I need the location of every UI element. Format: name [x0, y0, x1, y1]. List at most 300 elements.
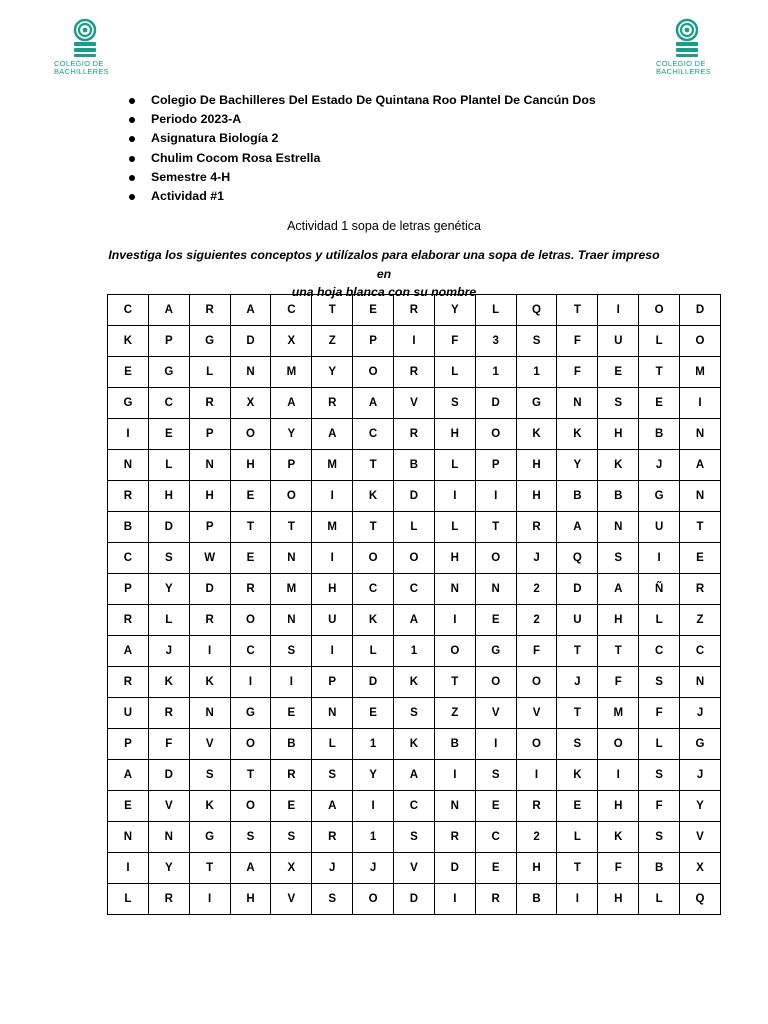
grid-cell: Y	[680, 791, 721, 822]
grid-cell: T	[189, 853, 230, 884]
grid-cell: R	[394, 295, 435, 326]
grid-row	[108, 543, 721, 574]
grid-cell: L	[312, 729, 353, 760]
grid-cell: Q	[516, 295, 557, 326]
grid-cell: O	[639, 295, 680, 326]
grid-cell: A	[108, 636, 149, 667]
grid-cell: R	[312, 388, 353, 419]
grid-cell: V	[475, 698, 516, 729]
grid-cell: Z	[434, 698, 475, 729]
grid-cell: B	[557, 481, 598, 512]
grid-cell: O	[394, 543, 435, 574]
grid-cell: T	[557, 853, 598, 884]
grid-cell: U	[598, 326, 639, 357]
grid-row	[108, 729, 721, 760]
grid-cell: L	[639, 605, 680, 636]
grid-cell: H	[434, 543, 475, 574]
grid-cell: R	[394, 357, 435, 388]
grid-cell: H	[598, 791, 639, 822]
grid-cell: A	[312, 791, 353, 822]
grid-cell: N	[598, 512, 639, 543]
grid-cell: G	[189, 822, 230, 853]
grid-row	[108, 884, 721, 915]
grid-cell: L	[189, 357, 230, 388]
grid-cell: R	[189, 605, 230, 636]
grid-cell: G	[230, 698, 271, 729]
grid-cell: L	[434, 357, 475, 388]
grid-cell: O	[353, 357, 394, 388]
grid-cell: 1	[516, 357, 557, 388]
grid-cell: I	[189, 884, 230, 915]
grid-cell: I	[108, 419, 149, 450]
grid-cell: I	[475, 481, 516, 512]
grid-cell: U	[312, 605, 353, 636]
grid-cell: P	[475, 450, 516, 481]
grid-cell: E	[639, 388, 680, 419]
grid-cell: R	[516, 791, 557, 822]
grid-cell: F	[557, 357, 598, 388]
grid-row	[108, 295, 721, 326]
grid-cell: V	[680, 822, 721, 853]
grid-cell: G	[639, 481, 680, 512]
grid-cell: I	[312, 481, 353, 512]
grid-cell: A	[353, 388, 394, 419]
grid-cell: D	[148, 760, 189, 791]
grid-cell: F	[598, 667, 639, 698]
grid-cell: I	[516, 760, 557, 791]
word-search-grid	[107, 294, 721, 915]
grid-cell: I	[639, 543, 680, 574]
grid-cell: E	[475, 605, 516, 636]
grid-cell: A	[394, 760, 435, 791]
grid-cell: O	[434, 636, 475, 667]
grid-cell: S	[271, 636, 312, 667]
logo-text-line2: BACHILLERES	[656, 67, 711, 76]
grid-cell: J	[639, 450, 680, 481]
grid-cell: P	[271, 450, 312, 481]
grid-cell: M	[312, 450, 353, 481]
grid-cell: C	[394, 791, 435, 822]
grid-cell: B	[108, 512, 149, 543]
grid-cell: E	[557, 791, 598, 822]
grid-cell: I	[312, 543, 353, 574]
grid-cell: O	[475, 543, 516, 574]
info-item-subject: Asignatura Biología 2	[128, 129, 596, 148]
grid-cell: A	[230, 853, 271, 884]
grid-cell: T	[475, 512, 516, 543]
grid-cell: T	[230, 760, 271, 791]
grid-cell: C	[353, 574, 394, 605]
grid-cell: P	[312, 667, 353, 698]
grid-cell: R	[475, 884, 516, 915]
grid-row	[108, 760, 721, 791]
grid-cell: A	[230, 295, 271, 326]
grid-cell: R	[230, 574, 271, 605]
grid-row	[108, 636, 721, 667]
grid-cell: F	[639, 698, 680, 729]
grid-cell: S	[312, 760, 353, 791]
grid-cell: E	[271, 791, 312, 822]
grid-cell: L	[434, 450, 475, 481]
grid-cell: I	[434, 605, 475, 636]
grid-cell: H	[434, 419, 475, 450]
grid-cell: P	[108, 729, 149, 760]
grid-cell: I	[353, 791, 394, 822]
grid-row	[108, 388, 721, 419]
grid-cell: E	[230, 543, 271, 574]
grid-cell: C	[271, 295, 312, 326]
grid-cell: P	[189, 512, 230, 543]
grid-cell: K	[353, 605, 394, 636]
grid-cell: C	[639, 636, 680, 667]
grid-cell: 1	[394, 636, 435, 667]
grid-cell: A	[108, 760, 149, 791]
grid-cell: N	[680, 481, 721, 512]
grid-cell: L	[148, 450, 189, 481]
grid-cell: T	[557, 295, 598, 326]
grid-cell: O	[516, 729, 557, 760]
info-item-student: Chulim Cocom Rosa Estrella	[128, 149, 596, 168]
grid-cell: I	[230, 667, 271, 698]
grid-cell: H	[516, 481, 557, 512]
grid-cell: K	[557, 419, 598, 450]
grid-cell: W	[189, 543, 230, 574]
grid-cell: B	[271, 729, 312, 760]
grid-cell: E	[680, 543, 721, 574]
grid-cell: S	[148, 543, 189, 574]
grid-cell: U	[557, 605, 598, 636]
colegio-bachilleres-logo-icon	[68, 18, 102, 58]
grid-cell: J	[557, 667, 598, 698]
grid-cell: V	[394, 388, 435, 419]
grid-cell: I	[189, 636, 230, 667]
grid-cell: K	[516, 419, 557, 450]
grid-cell: F	[598, 853, 639, 884]
grid-cell: D	[353, 667, 394, 698]
grid-cell: R	[108, 667, 149, 698]
grid-cell: D	[394, 884, 435, 915]
grid-cell: S	[598, 543, 639, 574]
grid-cell: Q	[557, 543, 598, 574]
grid-cell: P	[148, 326, 189, 357]
grid-cell: S	[639, 667, 680, 698]
grid-cell: E	[271, 698, 312, 729]
grid-cell: O	[475, 419, 516, 450]
grid-cell: I	[108, 853, 149, 884]
grid-cell: C	[680, 636, 721, 667]
grid-cell: R	[148, 698, 189, 729]
grid-cell: V	[148, 791, 189, 822]
grid-cell: Q	[680, 884, 721, 915]
logo-text-line1: COLEGIO DE	[656, 59, 706, 68]
grid-cell: A	[557, 512, 598, 543]
grid-cell: J	[353, 853, 394, 884]
grid-cell: T	[598, 636, 639, 667]
grid-cell: 2	[516, 574, 557, 605]
grid-cell: D	[394, 481, 435, 512]
grid-cell: E	[475, 853, 516, 884]
grid-cell: S	[394, 822, 435, 853]
grid-cell: I	[680, 388, 721, 419]
grid-cell: T	[557, 698, 598, 729]
grid-cell: E	[598, 357, 639, 388]
grid-cell: O	[230, 419, 271, 450]
grid-cell: E	[353, 698, 394, 729]
grid-cell: F	[639, 791, 680, 822]
grid-cell: S	[271, 822, 312, 853]
grid-cell: G	[680, 729, 721, 760]
grid-cell: D	[680, 295, 721, 326]
logo-right	[652, 18, 722, 80]
grid-cell: G	[189, 326, 230, 357]
grid-row	[108, 357, 721, 388]
grid-cell: H	[598, 884, 639, 915]
grid-cell: A	[271, 388, 312, 419]
instructions-line1: Investiga los siguientes conceptos y utilízalos para elaborar una sopa de letras. Traer impreso en	[108, 248, 660, 281]
grid-cell: N	[557, 388, 598, 419]
grid-cell: R	[394, 419, 435, 450]
grid-cell: F	[148, 729, 189, 760]
grid-cell: 1	[475, 357, 516, 388]
grid-cell: T	[639, 357, 680, 388]
grid-cell: R	[516, 512, 557, 543]
grid-cell: Y	[353, 760, 394, 791]
grid-cell: G	[108, 388, 149, 419]
grid-cell: E	[475, 791, 516, 822]
grid-cell: O	[475, 667, 516, 698]
grid-cell: V	[271, 884, 312, 915]
grid-cell: J	[312, 853, 353, 884]
instructions-line2: una hoja blanca con su nombre	[291, 285, 477, 299]
grid-cell: Y	[148, 574, 189, 605]
grid-cell: A	[680, 450, 721, 481]
grid-cell: L	[639, 729, 680, 760]
grid-cell: O	[353, 543, 394, 574]
grid-cell: S	[394, 698, 435, 729]
grid-cell: G	[148, 357, 189, 388]
grid-cell: M	[680, 357, 721, 388]
grid-cell: G	[516, 388, 557, 419]
grid-cell: T	[230, 512, 271, 543]
grid-cell: O	[598, 729, 639, 760]
grid-cell: Ñ	[639, 574, 680, 605]
grid-cell: X	[271, 326, 312, 357]
grid-cell: O	[230, 729, 271, 760]
grid-cell: B	[639, 853, 680, 884]
grid-cell: 1	[353, 729, 394, 760]
grid-cell: K	[598, 450, 639, 481]
grid-cell: D	[475, 388, 516, 419]
grid-cell: H	[189, 481, 230, 512]
grid-cell: Y	[148, 853, 189, 884]
grid-cell: C	[394, 574, 435, 605]
grid-cell: X	[680, 853, 721, 884]
grid-cell: 2	[516, 822, 557, 853]
grid-cell: I	[598, 760, 639, 791]
grid-row	[108, 791, 721, 822]
grid-cell: M	[598, 698, 639, 729]
grid-cell: U	[108, 698, 149, 729]
grid-row	[108, 605, 721, 636]
grid-cell: T	[312, 295, 353, 326]
grid-cell: L	[475, 295, 516, 326]
grid-row	[108, 512, 721, 543]
grid-cell: M	[271, 574, 312, 605]
grid-cell: K	[353, 481, 394, 512]
grid-cell: I	[271, 667, 312, 698]
grid-cell: P	[353, 326, 394, 357]
grid-cell: R	[189, 295, 230, 326]
grid-cell: C	[353, 419, 394, 450]
grid-cell: R	[108, 481, 149, 512]
grid-cell: Z	[312, 326, 353, 357]
grid-cell: N	[312, 698, 353, 729]
grid-cell: A	[394, 605, 435, 636]
grid-cell: Y	[271, 419, 312, 450]
grid-cell: G	[475, 636, 516, 667]
grid-cell: O	[230, 605, 271, 636]
grid-row	[108, 822, 721, 853]
grid-cell: I	[475, 729, 516, 760]
grid-cell: C	[475, 822, 516, 853]
grid-row	[108, 698, 721, 729]
grid-cell: N	[680, 667, 721, 698]
grid-row	[108, 481, 721, 512]
grid-cell: K	[189, 667, 230, 698]
grid-cell: N	[434, 574, 475, 605]
info-item-school: Colegio De Bachilleres Del Estado De Quintana Roo Plantel De Cancún Dos	[128, 91, 596, 110]
grid-cell: M	[271, 357, 312, 388]
logo-text-line1: COLEGIO DE	[54, 59, 104, 68]
grid-cell: L	[394, 512, 435, 543]
grid-cell: K	[598, 822, 639, 853]
grid-cell: S	[312, 884, 353, 915]
info-item-semester: Semestre 4-H	[128, 168, 596, 187]
grid-cell: R	[312, 822, 353, 853]
grid-cell: N	[271, 605, 312, 636]
grid-cell: I	[434, 884, 475, 915]
grid-cell: L	[557, 822, 598, 853]
grid-cell: H	[230, 450, 271, 481]
grid-cell: H	[230, 884, 271, 915]
grid-cell: X	[271, 853, 312, 884]
grid-cell: O	[271, 481, 312, 512]
grid-cell: E	[148, 419, 189, 450]
colegio-bachilleres-logo-icon	[670, 18, 704, 58]
grid-cell: Y	[434, 295, 475, 326]
grid-cell: X	[230, 388, 271, 419]
grid-cell: J	[148, 636, 189, 667]
grid-cell: F	[516, 636, 557, 667]
grid-cell: C	[148, 388, 189, 419]
grid-cell: R	[108, 605, 149, 636]
grid-cell: I	[394, 326, 435, 357]
grid-cell: H	[312, 574, 353, 605]
grid-cell: T	[434, 667, 475, 698]
grid-cell: H	[516, 450, 557, 481]
grid-cell: D	[557, 574, 598, 605]
grid-cell: E	[230, 481, 271, 512]
grid-cell: S	[639, 760, 680, 791]
grid-cell: N	[230, 357, 271, 388]
grid-cell: E	[108, 357, 149, 388]
grid-cell: J	[680, 760, 721, 791]
grid-row	[108, 574, 721, 605]
info-item-activity: Actividad #1	[128, 187, 596, 206]
grid-cell: R	[680, 574, 721, 605]
grid-cell: A	[148, 295, 189, 326]
grid-cell: 2	[516, 605, 557, 636]
grid-cell: B	[394, 450, 435, 481]
grid-cell: S	[475, 760, 516, 791]
grid-cell: O	[230, 791, 271, 822]
grid-cell: Y	[557, 450, 598, 481]
grid-row	[108, 419, 721, 450]
grid-cell: S	[230, 822, 271, 853]
grid-cell: L	[353, 636, 394, 667]
grid-row	[108, 667, 721, 698]
grid-cell: B	[516, 884, 557, 915]
grid-cell: 3	[475, 326, 516, 357]
grid-cell: S	[598, 388, 639, 419]
grid-cell: P	[189, 419, 230, 450]
grid-cell: C	[108, 295, 149, 326]
grid-cell: L	[108, 884, 149, 915]
grid-cell: N	[680, 419, 721, 450]
grid-cell: N	[475, 574, 516, 605]
grid-cell: J	[516, 543, 557, 574]
grid-cell: T	[557, 636, 598, 667]
grid-cell: E	[108, 791, 149, 822]
grid-cell: S	[516, 326, 557, 357]
grid-cell: N	[148, 822, 189, 853]
grid-cell: T	[353, 512, 394, 543]
grid-cell: L	[434, 512, 475, 543]
logo-left	[50, 18, 120, 80]
grid-cell: H	[148, 481, 189, 512]
grid-row	[108, 853, 721, 884]
grid-cell: D	[434, 853, 475, 884]
grid-cell: V	[516, 698, 557, 729]
grid-cell: V	[394, 853, 435, 884]
grid-cell: T	[680, 512, 721, 543]
grid-cell: H	[598, 605, 639, 636]
grid-cell: H	[598, 419, 639, 450]
info-item-period: Periodo 2023-A	[128, 110, 596, 129]
grid-cell: R	[148, 884, 189, 915]
logo-text-line2: BACHILLERES	[54, 67, 109, 76]
grid-cell: P	[108, 574, 149, 605]
grid-cell: I	[434, 481, 475, 512]
grid-cell: F	[557, 326, 598, 357]
grid-cell: K	[189, 791, 230, 822]
grid-cell: N	[189, 450, 230, 481]
grid-cell: L	[639, 884, 680, 915]
grid-cell: F	[434, 326, 475, 357]
grid-cell: 1	[353, 822, 394, 853]
grid-cell: K	[557, 760, 598, 791]
grid-row	[108, 450, 721, 481]
info-list	[128, 91, 596, 206]
grid-cell: L	[148, 605, 189, 636]
grid-cell: M	[312, 512, 353, 543]
grid-cell: R	[434, 822, 475, 853]
grid-cell: I	[434, 760, 475, 791]
grid-cell: D	[148, 512, 189, 543]
grid-cell: I	[598, 295, 639, 326]
grid-cell: L	[639, 326, 680, 357]
grid-cell: C	[230, 636, 271, 667]
